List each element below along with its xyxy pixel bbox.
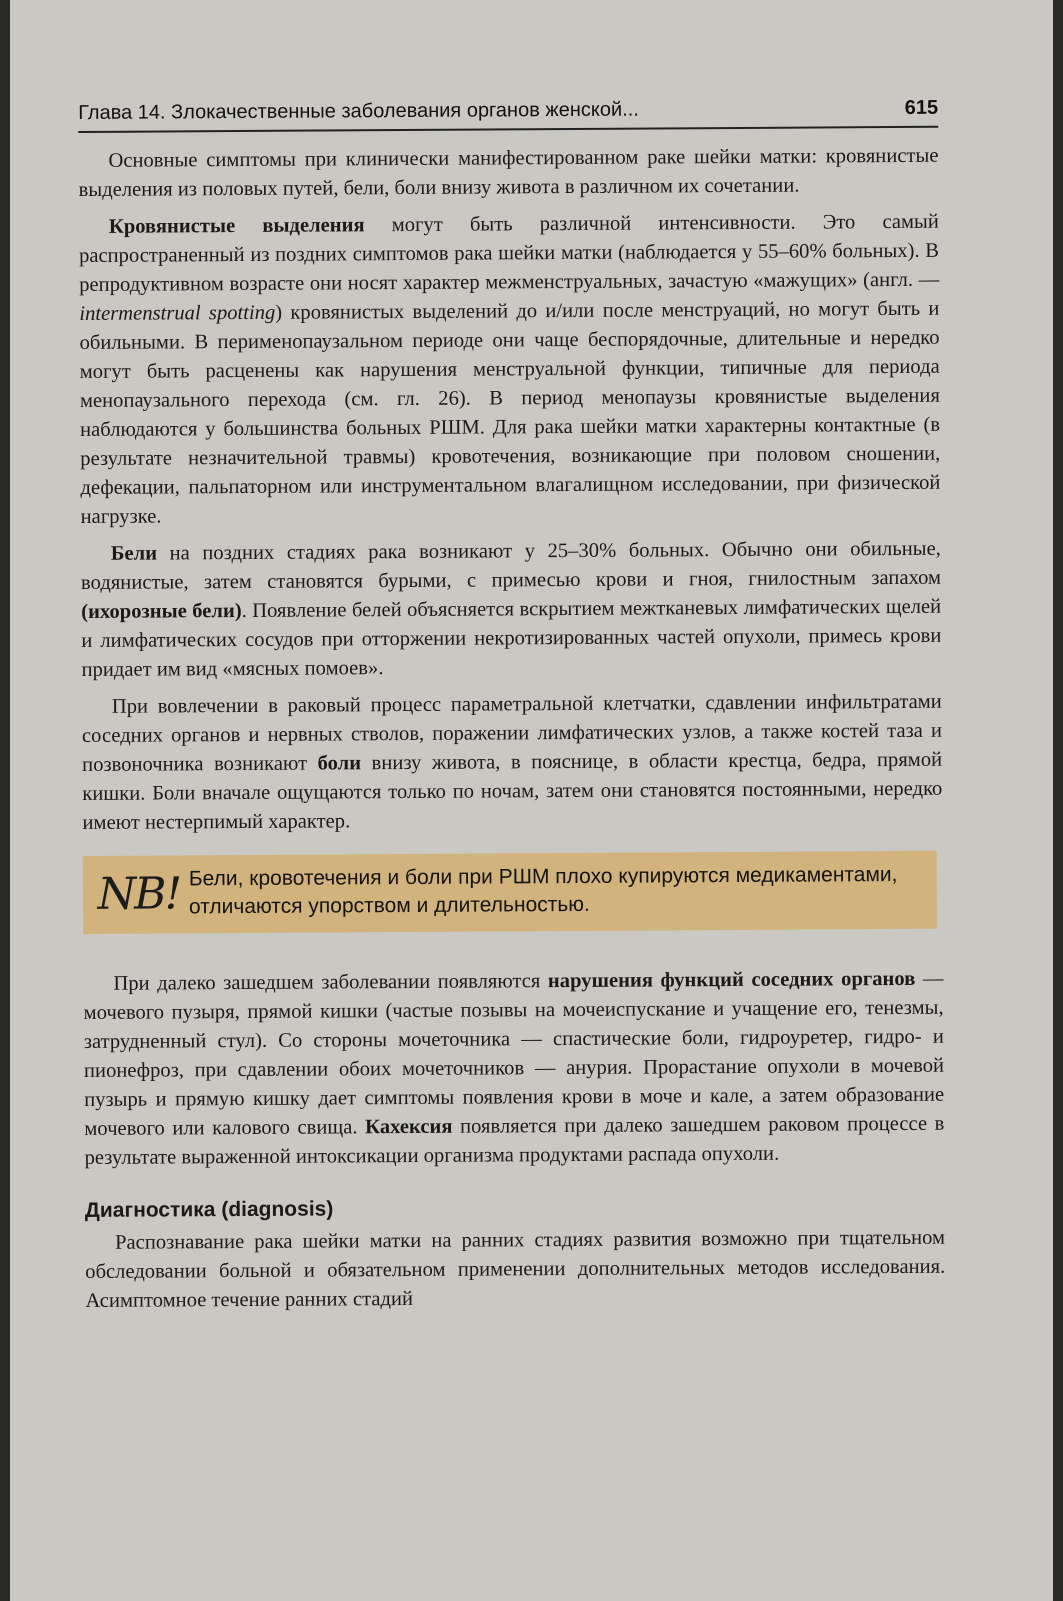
term-bleeding: Кровянистые выделения bbox=[108, 214, 365, 238]
paragraph-text: могут быть различной интенсивности. Это самый распространенный из поздних симптомов рака шейки матки (наблюдается у 55–60% больных). В репродуктивном возрасте они носят характер межменструальных, зачастую «мажущих» (англ. — bbox=[78, 210, 940, 296]
paragraph-text: Основные симптомы при клинически манифестированном раке шейки матки: кровянистые выделения из половых путей, бели, боли внизу живота в различном их сочетании. bbox=[78, 144, 939, 201]
term-discharge: Бели bbox=[110, 542, 158, 565]
paragraph-text: Распознавание рака шейки матки на ранних стадиях развития возможно при тщательном обследовании больной и обязательном применении дополнительных методов исследования. Асимптомное течение ранних стадий bbox=[85, 1226, 946, 1312]
paragraph-pain bbox=[82, 688, 943, 838]
page-content bbox=[78, 83, 946, 1324]
chapter-title: Глава 14. Злокачественные заболевания органов женской... bbox=[78, 98, 639, 124]
book-page bbox=[10, 0, 1053, 1601]
term-cachexia: Кахексия bbox=[365, 1115, 453, 1139]
paragraph-text: внизу живота, в пояснице, в области крестца, бедра, прямой кишки. Боли вначале ощущаются только по ночам, затем они становятся постоянными, нередко имеют нестерпимый характер. bbox=[82, 748, 943, 834]
nb-text: Бели, кровотечения и боли при РШМ плохо купируются медикаментами, отличаются упорством и длительностью. bbox=[188, 863, 898, 919]
term-organ-dysfunction: нарушения функций соседних органов bbox=[547, 967, 916, 993]
paragraph-text: появляется при далеко зашедшем раковом процессе в результате выраженной интоксикации организма продуктами распада опухоли. bbox=[84, 1112, 945, 1169]
paragraph-text: — мочевого пузыря, прямой кишки (частые позывы на мочеиспускание и учащение его, тенезмы, затрудненный стул). Со стороны мочеточника — спастические боли, гидроуретер, гидро- и пионефроз, при сдавлении обоих мочеточников — анурия. Прорастание опухоли в мочевой пузырь и прямую кишку дает симптомы появления крови в моче и кале, а затем образование мочевого или калового свища. bbox=[83, 967, 945, 1140]
paragraph-diagnosis bbox=[85, 1224, 946, 1316]
paragraph-discharge bbox=[81, 535, 942, 685]
paragraph-text: При далеко зашедшем заболевании появляются bbox=[113, 970, 548, 995]
nb-mark: NB! bbox=[97, 867, 181, 920]
paragraph-main-symptoms bbox=[78, 142, 938, 205]
paragraph-text: . Появление белей объясняется вскрытием межтканевых лимфатических щелей и лимфатических сосудов при отторжении некротизированных частей опухоли, примесь крови придает им вид «мясных помоев». bbox=[81, 595, 942, 681]
running-head bbox=[78, 97, 938, 133]
nb-callout bbox=[83, 851, 937, 934]
term-pain: боли bbox=[317, 752, 362, 775]
section-heading-diagnosis: Диагностика (diagnosis) bbox=[84, 1197, 334, 1222]
paragraph-text: ) кровянистых выделений до и/или после менструаций, но могут быть и обильными. В перименопаузальном периоде они чаще беспорядочные, длительные и нередко могут быть расценены как нарушения менструальной функции, типичные для периода менопаузального перехода (см. гл. 26). В период менопаузы кровянистые выделения наблюдаются у большинства больных РШМ. Для рака шейки матки характерны контактные (в результате незначительной травмы) кровотечения, возникающие при половом сношении, дефекации, пальпаторном или инструментальном влагалищном исследовании, при физической нагрузке. bbox=[79, 297, 941, 528]
paragraph-text: При вовлечении в раковый процесс параметральной клетчатки, сдавлении инфильтратами соседних органов и нервных стволов, поражении лимфатических узлов, а также костей таза и позвоночника возникают bbox=[81, 690, 943, 776]
paragraph-advanced bbox=[83, 965, 944, 1173]
english-term: intermenstrual spotting bbox=[79, 301, 276, 325]
paragraph-text: на поздних стадиях рака возникают у 25–30% больных. Обычно они обильные, водянистые, затем становятся бурыми, с примесью крови и гноя, гнилостным запахом bbox=[80, 537, 942, 594]
term-ichorous: (ихорозные бели) bbox=[81, 600, 242, 623]
page-number: 615 bbox=[904, 96, 939, 119]
paragraph-bleeding bbox=[79, 208, 941, 532]
